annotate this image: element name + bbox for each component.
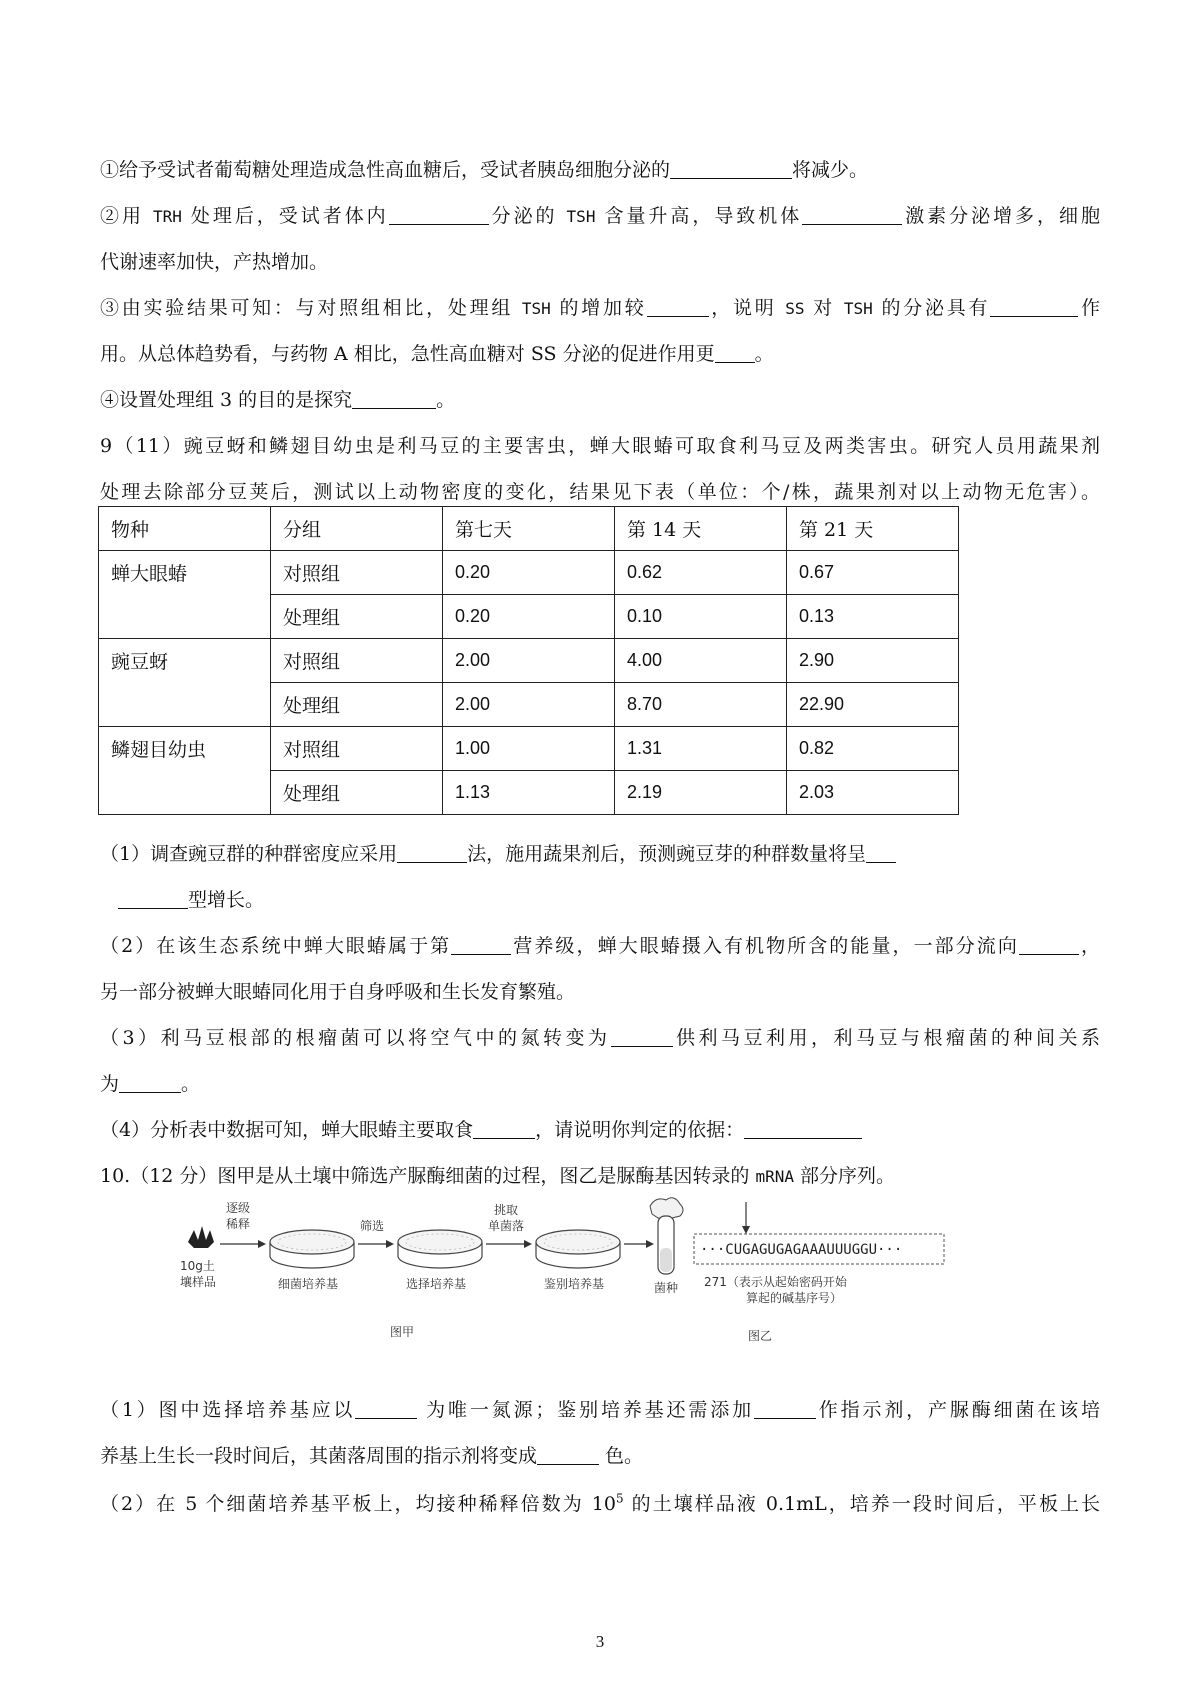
q10-s1-line1 xyxy=(100,1396,1100,1424)
text: 的增加较 xyxy=(550,297,647,319)
text: 另一部分被蝉大眼蝽同化用于自身呼吸和生长发育繁殖。 xyxy=(100,981,576,1003)
q10-intro xyxy=(100,1162,1100,1191)
table-row xyxy=(99,551,959,595)
arrow-down-icon xyxy=(742,1226,750,1234)
table-header: 第七天 xyxy=(443,507,615,551)
answer-blank[interactable] xyxy=(537,1444,599,1465)
petri-dish-icon xyxy=(398,1230,482,1268)
petri-dish-icon xyxy=(536,1230,620,1268)
value-cell: 0.82 xyxy=(787,727,959,771)
answer-blank[interactable] xyxy=(802,204,902,225)
exponent: 5 xyxy=(615,1491,624,1506)
text: 的分泌具有 xyxy=(872,297,991,319)
text: 为 xyxy=(100,1073,120,1095)
text: （1）图中选择培养基应以 xyxy=(100,1399,356,1421)
q9-s4 xyxy=(100,1116,1100,1144)
text: 色。 xyxy=(599,1445,644,1467)
value-cell: 0.20 xyxy=(443,551,615,595)
value-cell: 0.67 xyxy=(787,551,959,595)
q8-item3-line2 xyxy=(100,340,1100,368)
dish-label: 选择培养基 xyxy=(406,1277,467,1291)
answer-blank[interactable] xyxy=(611,1026,673,1047)
value-cell: 1.31 xyxy=(615,727,787,771)
text: ③由实验结果可知：与对照组相比，处理组 xyxy=(100,297,522,319)
text: 9（11）豌豆蚜和鳞翅目幼虫是利马豆的主要害虫，蝉大眼蝽可取食利马豆及两类害虫。研究人员用蔬果剂 xyxy=(100,435,1100,457)
answer-blank[interactable] xyxy=(866,842,896,863)
group-cell: 对照组 xyxy=(271,727,443,771)
page-number: 3 xyxy=(595,1632,605,1651)
arrow-label: 筛选 xyxy=(360,1219,385,1233)
answer-blank[interactable] xyxy=(647,296,709,317)
text: 激素分泌增多，细胞 xyxy=(902,205,1100,227)
arrow-head-icon xyxy=(386,1240,394,1248)
tube-label: 菌种 xyxy=(654,1281,679,1295)
dish-label: 鉴别培养基 xyxy=(544,1277,605,1291)
text: 代谢速率加快，产热增加。 xyxy=(100,251,329,273)
q8-item3-line1 xyxy=(100,294,1100,323)
text: （2）在 5 个细菌培养基平板上，均接种稀释倍数为 10 xyxy=(100,1493,616,1515)
test-tube-icon xyxy=(650,1198,683,1274)
q10-s2-line1 xyxy=(100,1490,1100,1518)
answer-blank[interactable] xyxy=(1019,934,1079,955)
table-header: 物种 xyxy=(99,507,271,551)
text: TSH xyxy=(843,299,873,318)
value-cell: 2.00 xyxy=(443,683,615,727)
text: 法，施用蔬果剂后，预测豌豆芽的种群数量将呈 xyxy=(467,843,867,865)
q9-intro-line2 xyxy=(100,478,1100,506)
table-header-row xyxy=(99,507,959,551)
answer-blank[interactable] xyxy=(119,1072,181,1093)
answer-blank[interactable] xyxy=(397,842,467,863)
dish-label: 细菌培养基 xyxy=(278,1277,339,1291)
sample-label: 壤样品 xyxy=(180,1275,217,1289)
arrow-head-icon xyxy=(258,1240,266,1248)
q10-s1-line2 xyxy=(100,1442,1100,1470)
value-cell: 2.03 xyxy=(787,771,959,815)
q9-s3-line1 xyxy=(100,1024,1100,1052)
text: 分泌的 xyxy=(488,205,567,227)
group-cell: 处理组 xyxy=(271,683,443,727)
value-cell: 2.19 xyxy=(615,771,787,815)
figure-caption: 图乙 xyxy=(748,1329,773,1343)
value-cell: 0.10 xyxy=(615,595,787,639)
value-cell: 1.13 xyxy=(443,771,615,815)
group-cell: 处理组 xyxy=(271,771,443,815)
q8-item2-line2 xyxy=(100,248,1100,276)
answer-blank[interactable] xyxy=(389,204,489,225)
arrow-label: 挑取 xyxy=(494,1203,519,1217)
text: SS xyxy=(785,299,805,318)
value-cell: 0.20 xyxy=(443,595,615,639)
text: mRNA xyxy=(755,1167,795,1186)
text: （4）分析表中数据可知，蝉大眼蝽主要取食 xyxy=(100,1119,474,1141)
text: 将减少。 xyxy=(792,159,869,181)
arrow-label: 稀释 xyxy=(226,1217,251,1231)
value-cell: 0.13 xyxy=(787,595,959,639)
text: TSH xyxy=(521,299,551,318)
text: ④设置处理组 3 的目的是探究 xyxy=(100,389,353,411)
species-cell: 蝉大眼蝽 xyxy=(99,551,271,639)
sample-label: 10g土 xyxy=(180,1259,215,1273)
sequence-note: 271（表示从起始密码开始 xyxy=(704,1275,847,1289)
value-cell: 2.90 xyxy=(787,639,959,683)
q9-s2-line2 xyxy=(100,978,1100,1006)
group-cell: 处理组 xyxy=(271,595,443,639)
figure-urease-screening xyxy=(180,1196,980,1356)
answer-blank[interactable] xyxy=(754,1398,816,1419)
answer-blank[interactable] xyxy=(451,934,511,955)
table-header: 分组 xyxy=(271,507,443,551)
text: 的土壤样品液 0.1mL，培养一段时间后，平板上长 xyxy=(623,1493,1100,1515)
text: 供利马豆利用，利马豆与根瘤菌的种间关系 xyxy=(672,1027,1100,1049)
text: ②用 xyxy=(100,205,153,227)
density-table xyxy=(98,506,959,815)
q9-s2-line1 xyxy=(100,932,1100,960)
text: 。 xyxy=(181,1073,201,1095)
text: 为唯一氮源；鉴别培养基还需添加 xyxy=(417,1399,754,1421)
table-header: 第 14 天 xyxy=(615,507,787,551)
text: 作指示剂，产脲酶细菌在该培 xyxy=(815,1399,1100,1421)
answer-blank[interactable] xyxy=(744,1118,862,1139)
value-cell: 0.62 xyxy=(615,551,787,595)
table-header: 第 21 天 xyxy=(787,507,959,551)
q8-item1 xyxy=(100,156,1100,184)
value-cell: 22.90 xyxy=(787,683,959,727)
arrow-label: 逐级 xyxy=(226,1201,251,1215)
answer-blank[interactable] xyxy=(715,342,755,363)
arrow-head-icon xyxy=(646,1240,654,1248)
q9-s1-line2 xyxy=(100,886,1100,914)
answer-blank[interactable] xyxy=(670,158,792,179)
answer-blank[interactable] xyxy=(355,1398,417,1419)
text: 处理去除部分豆荚后，测试以上动物密度的变化，结果见下表（单位：个/株，蔬果剂对以上动物无危害）。 xyxy=(100,481,1100,503)
value-cell: 4.00 xyxy=(615,639,787,683)
text: 型增长。 xyxy=(188,889,265,911)
q9-s1-line1 xyxy=(100,840,1100,868)
text: 处理后，受试者体内 xyxy=(181,205,389,227)
q9-intro-line1 xyxy=(100,432,1100,460)
q8-item2-line1 xyxy=(100,202,1100,231)
answer-blank[interactable] xyxy=(990,296,1078,317)
text: ，请说明你判定的依据： xyxy=(535,1119,745,1141)
answer-blank[interactable] xyxy=(118,888,188,909)
text: 含量升高，导致机体 xyxy=(595,205,803,227)
answer-blank[interactable] xyxy=(352,388,436,409)
text: TRH xyxy=(152,207,182,226)
species-cell: 鳞翅目幼虫 xyxy=(99,727,271,815)
species-cell: 豌豆蚜 xyxy=(99,639,271,727)
group-cell: 对照组 xyxy=(271,639,443,683)
text: 营养级，蝉大眼蝽摄入有机物所含的能量，一部分流向 xyxy=(511,935,1019,957)
text: 。 xyxy=(436,389,456,411)
text: ，说明 xyxy=(708,297,786,319)
petri-dish-icon xyxy=(270,1230,354,1268)
text: 部分序列。 xyxy=(794,1165,896,1187)
value-cell: 8.70 xyxy=(615,683,787,727)
text: （2）在该生态系统中蝉大眼蝽属于第 xyxy=(100,935,452,957)
value-cell: 2.00 xyxy=(443,639,615,683)
text: ①给予受试者葡萄糖处理造成急性高血糖后，受试者胰岛细胞分泌的 xyxy=(100,159,671,181)
text: ， xyxy=(1078,935,1100,957)
text: 对 xyxy=(804,297,844,319)
table-row xyxy=(99,639,959,683)
q8-item4 xyxy=(100,386,1100,414)
soil-sample-icon xyxy=(188,1226,214,1248)
sequence-note: 算起的碱基序号） xyxy=(746,1291,843,1305)
table-row xyxy=(99,727,959,771)
text: 养基上生长一段时间后，其菌落周围的指示剂将变成 xyxy=(100,1445,538,1467)
text: 10.（12 分）图甲是从土壤中筛选产脲酶细菌的过程，图乙是脲酶基因转录的 xyxy=(100,1165,756,1187)
text: TSH xyxy=(566,207,596,226)
text: （1）调查豌豆群的种群密度应采用 xyxy=(100,843,398,865)
mrna-sequence: ···CUGAGUGAGAAAUUUGGU··· xyxy=(700,1242,903,1258)
answer-blank[interactable] xyxy=(473,1118,535,1139)
value-cell: 1.00 xyxy=(443,727,615,771)
figure-caption: 图甲 xyxy=(390,1325,415,1339)
arrow-label: 单菌落 xyxy=(488,1219,525,1233)
text: （3）利马豆根部的根瘤菌可以将空气中的氮转变为 xyxy=(100,1027,611,1049)
q9-s3-line2 xyxy=(100,1070,1100,1098)
text: 作 xyxy=(1078,297,1100,319)
group-cell: 对照组 xyxy=(271,551,443,595)
arrow-head-icon xyxy=(524,1240,532,1248)
text: 用。从总体趋势看，与药物 A 相比，急性高血糖对 SS 分泌的促进作用更 xyxy=(100,343,715,365)
text: 。 xyxy=(754,343,774,365)
